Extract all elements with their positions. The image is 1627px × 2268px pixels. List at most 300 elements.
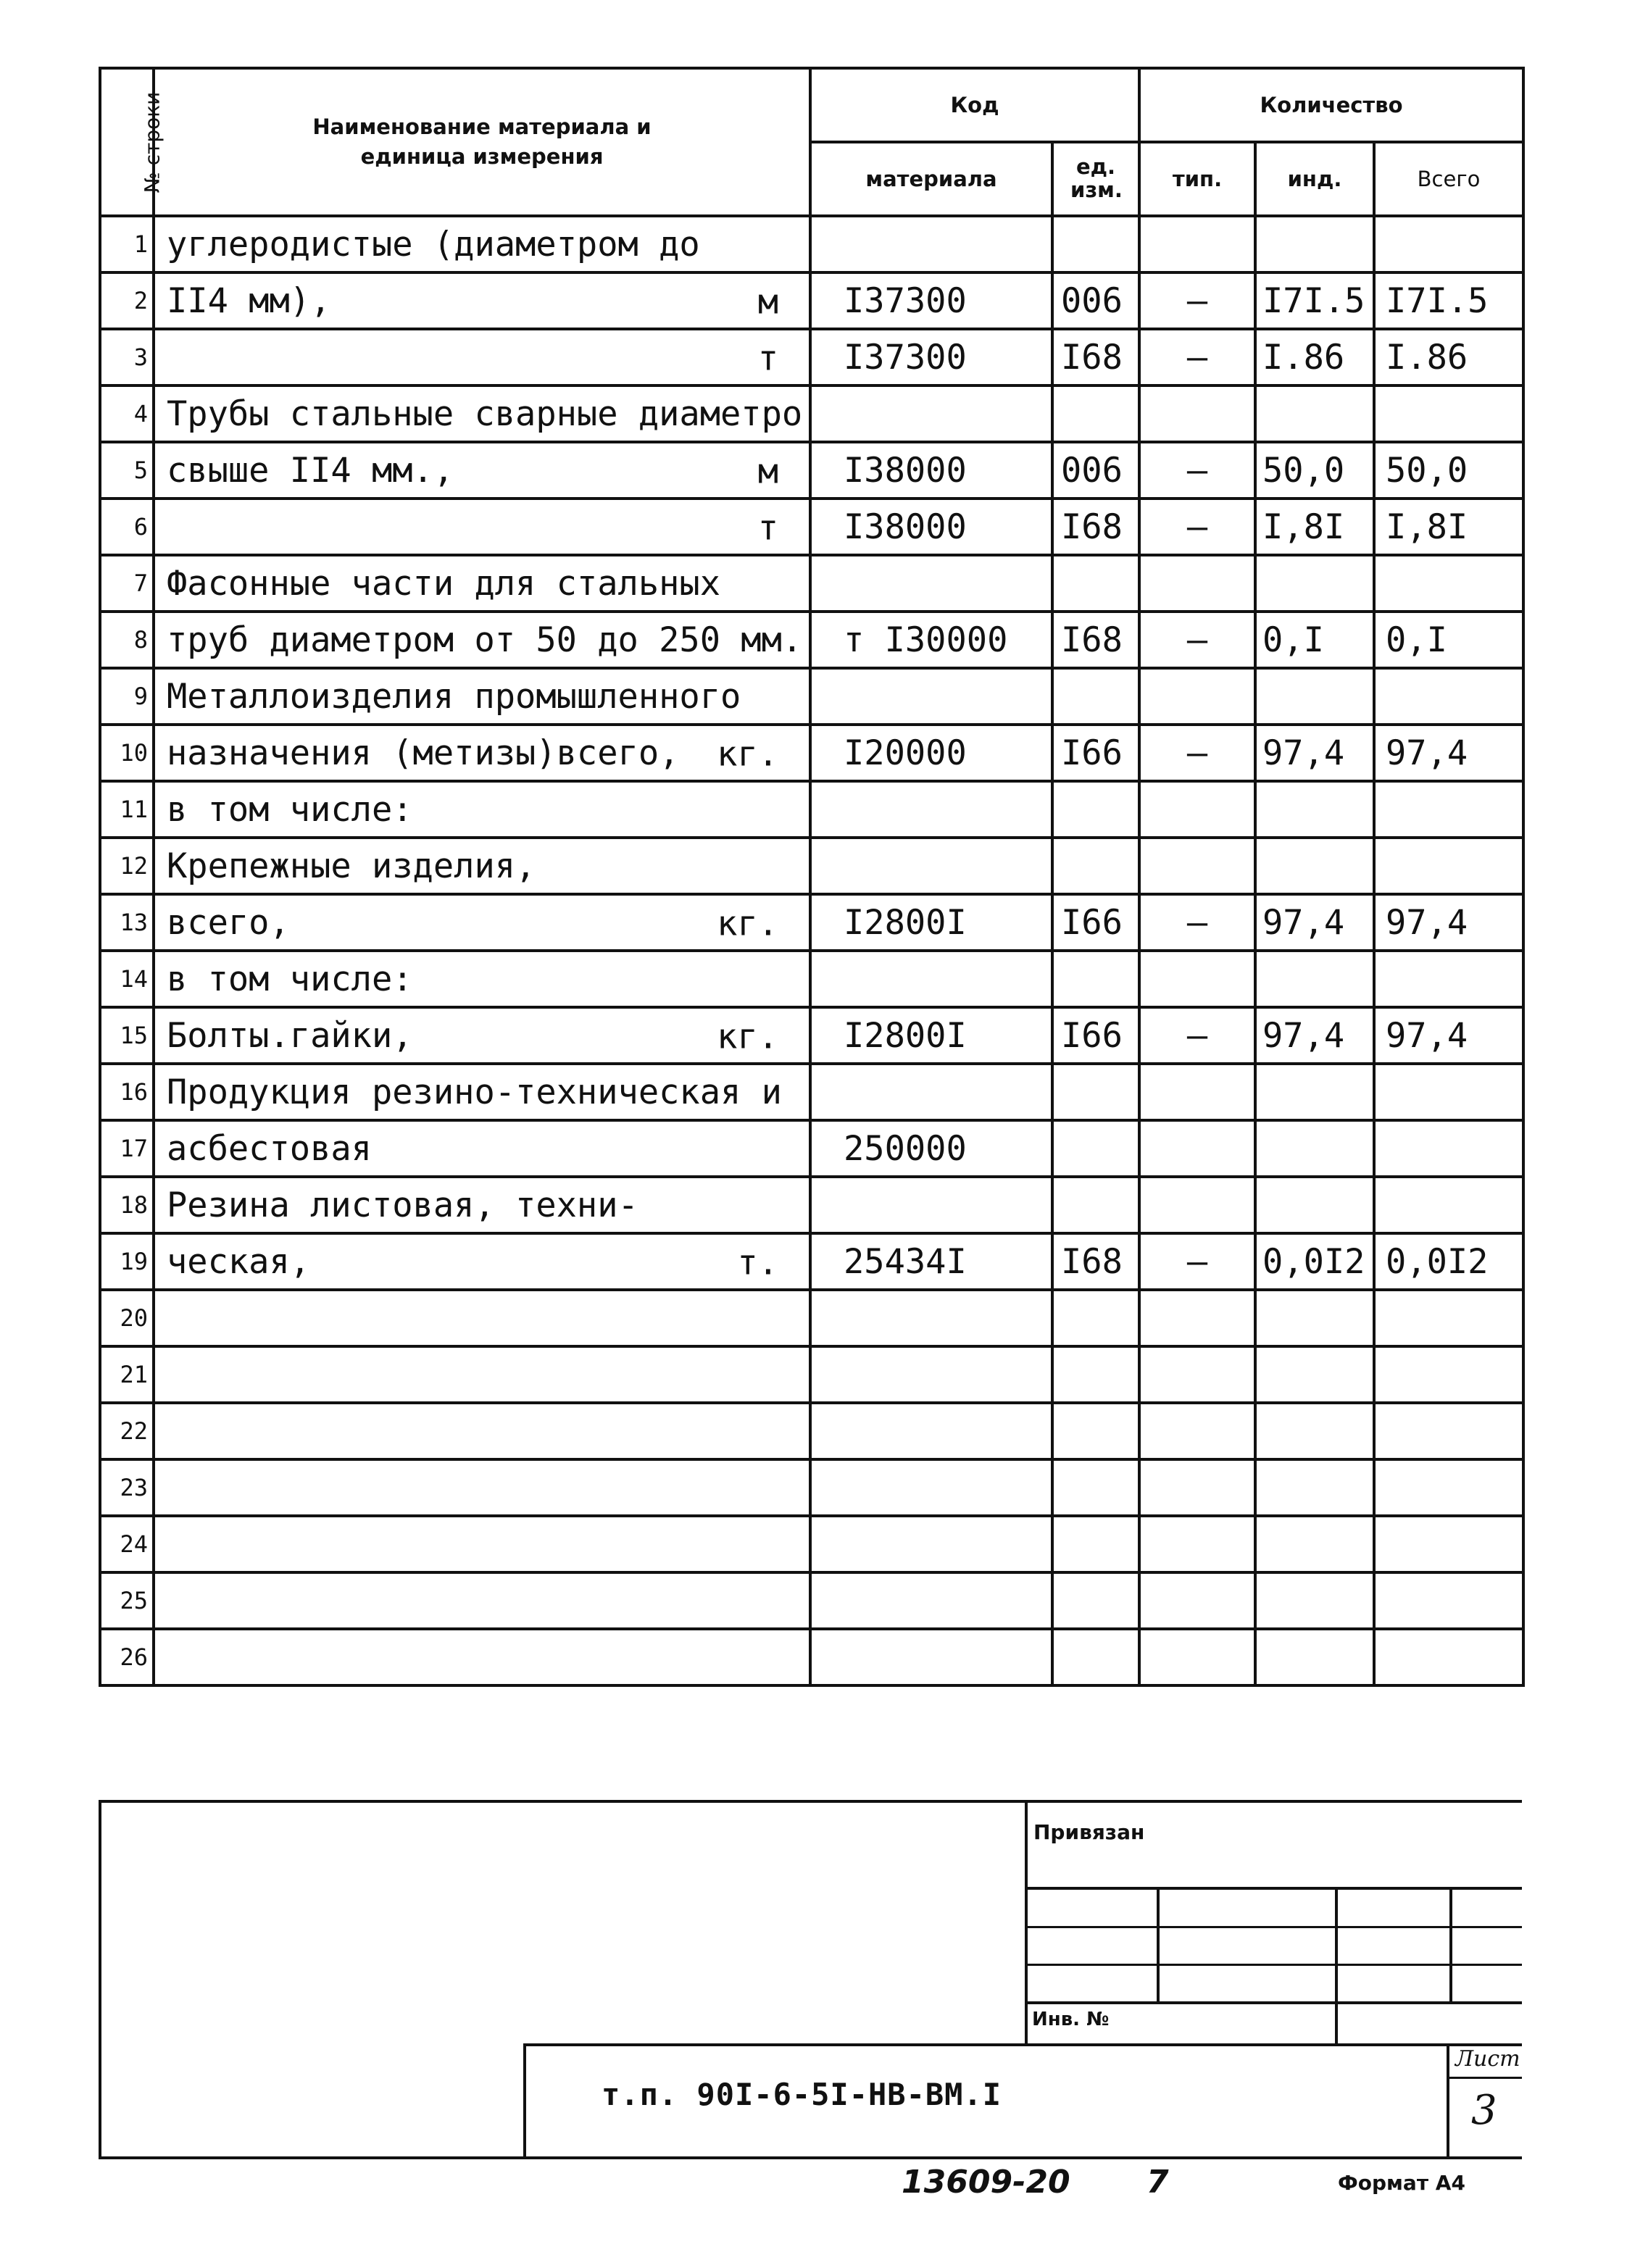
table-row (100, 1064, 1523, 1120)
qty-typical: – (1186, 506, 1208, 547)
qty-typical-cell (1139, 781, 1255, 838)
material-name: Продукция резино-техническая и (167, 1072, 782, 1112)
material-code: 250000 (844, 1128, 967, 1169)
qty-total-cell (1374, 1064, 1523, 1120)
material-code-cell (810, 1403, 1052, 1459)
material-code: I2800I (844, 1015, 967, 1056)
qty-typical: – (1186, 450, 1208, 491)
material-code-cell (810, 1346, 1052, 1403)
material-name-cell (154, 951, 810, 1007)
material-name-cell (154, 216, 810, 272)
unit-code-cell (1052, 1346, 1139, 1403)
qty-typical-cell (1139, 1290, 1255, 1346)
qty-total-cell (1374, 1120, 1523, 1177)
unit-code-cell (1052, 1233, 1139, 1290)
row-number: 5 (133, 456, 148, 484)
table-row (100, 838, 1523, 894)
table-row (100, 329, 1523, 385)
material-name: ческая, (167, 1241, 311, 1282)
qty-individual-cell (1255, 1233, 1374, 1290)
qty-total-cell (1374, 1629, 1523, 1685)
table-row (100, 781, 1523, 838)
row-number: 21 (120, 1361, 148, 1388)
handwritten-code: 13609-20 (902, 2164, 1070, 2201)
qty-total-cell (1374, 555, 1523, 612)
material-name-cell (154, 1629, 810, 1685)
material-name: в том числе: (167, 789, 413, 830)
measure-unit: т (757, 338, 778, 379)
unit-code-cell (1052, 951, 1139, 1007)
qty-total: 50,0 (1386, 450, 1468, 491)
row-number-cell (100, 499, 154, 555)
material-name-cell (154, 1403, 810, 1459)
qty-typical-cell (1139, 216, 1255, 272)
row-number: 18 (120, 1191, 148, 1219)
designation-left-border (523, 2043, 526, 2159)
qty-total-cell (1374, 612, 1523, 668)
row-number: 1 (133, 230, 148, 258)
material-code-cell (810, 725, 1052, 781)
material-name: назначения (метизы)всего, (167, 733, 680, 773)
handwritten-page-number: 7 (1147, 2164, 1169, 2201)
qty-typical-cell (1139, 612, 1255, 668)
sheet-box-divider (1447, 2077, 1522, 2079)
material-code-cell (810, 668, 1052, 725)
header-row-number: № строки (100, 68, 154, 216)
material-name: Болты.гайки, (167, 1015, 413, 1056)
qty-typical-cell (1139, 1177, 1255, 1233)
material-name: II4 мм), (167, 280, 331, 321)
material-name-cell (154, 329, 810, 385)
table-row (100, 725, 1523, 781)
table-row (100, 1629, 1523, 1685)
measure-unit: т (757, 508, 778, 549)
qty-individual-cell (1255, 951, 1374, 1007)
qty-total: I.86 (1386, 337, 1468, 378)
header-material-name: Наименование материала и единица измерения (154, 68, 810, 216)
qty-individual: 97,4 (1262, 1015, 1345, 1056)
material-code-cell (810, 499, 1052, 555)
document-designation: т.п. 90I-6-5I-НВ-ВМ.I (602, 2077, 1002, 2112)
material-code-cell (810, 555, 1052, 612)
qty-typical: – (1186, 733, 1208, 773)
material-code-cell (810, 1516, 1052, 1572)
material-name-cell (154, 1064, 810, 1120)
material-code-cell (810, 216, 1052, 272)
row-number: 15 (120, 1022, 148, 1049)
material-code-cell (810, 1629, 1052, 1685)
qty-individual-cell (1255, 1459, 1374, 1516)
qty-typical-cell (1139, 1629, 1255, 1685)
row-number: 4 (133, 400, 148, 428)
row-number: 12 (120, 852, 148, 880)
header-code-material: материала (810, 142, 1052, 216)
privyazan-label: Привязан (1033, 1820, 1145, 1844)
row-number-cell (100, 612, 154, 668)
row-number: 3 (133, 343, 148, 371)
unit-code-cell (1052, 781, 1139, 838)
unit-code: 006 (1061, 450, 1123, 491)
material-name-cell (154, 442, 810, 499)
row-number-cell (100, 442, 154, 499)
unit-code-cell (1052, 555, 1139, 612)
table-row (100, 1177, 1523, 1233)
table-row (100, 1572, 1523, 1629)
qty-individual-cell (1255, 1007, 1374, 1064)
material-name-cell (154, 894, 810, 951)
table-row (100, 385, 1523, 442)
row-number-cell (100, 1064, 154, 1120)
material-code-cell (810, 385, 1052, 442)
qty-typical-cell (1139, 442, 1255, 499)
paper-format-label: Формат А4 (1338, 2171, 1465, 2195)
material-code-cell (810, 951, 1052, 1007)
material-code-cell (810, 612, 1052, 668)
qty-individual: I7I.5 (1262, 280, 1365, 321)
unit-code-cell (1052, 272, 1139, 329)
table-row (100, 612, 1523, 668)
material-code-cell (810, 781, 1052, 838)
unit-code-cell (1052, 668, 1139, 725)
qty-individual-cell (1255, 1572, 1374, 1629)
material-name: Резина листовая, техни- (167, 1185, 638, 1225)
qty-typical-cell (1139, 838, 1255, 894)
qty-individual-cell (1255, 1629, 1374, 1685)
table-row (100, 1346, 1523, 1403)
qty-typical-cell (1139, 555, 1255, 612)
unit-code: I68 (1061, 506, 1123, 547)
qty-total-cell (1374, 216, 1523, 272)
row-number-cell (100, 1177, 154, 1233)
privyazan-divider-3 (1449, 1887, 1452, 2003)
unit-code: I66 (1061, 1015, 1123, 1056)
material-name-cell (154, 1177, 810, 1233)
measure-unit: т. (737, 1243, 778, 1283)
material-name-cell (154, 1516, 810, 1572)
unit-code-cell (1052, 1290, 1139, 1346)
header-qty-total: Всего (1374, 142, 1523, 216)
qty-total-cell (1374, 668, 1523, 725)
qty-individual-cell (1255, 838, 1374, 894)
title-block-top-border (99, 1800, 1522, 1803)
row-number: 25 (120, 1587, 148, 1614)
material-name-cell (154, 612, 810, 668)
row-number: 17 (120, 1135, 148, 1162)
material-name: Трубы стальные сварные диаметро (167, 393, 803, 434)
qty-total-cell (1374, 894, 1523, 951)
material-code: 25434I (844, 1241, 967, 1282)
unit-code: I68 (1061, 337, 1123, 378)
qty-total: 97,4 (1386, 902, 1468, 943)
qty-individual-cell (1255, 499, 1374, 555)
unit-code-cell (1052, 894, 1139, 951)
row-number-cell (100, 668, 154, 725)
unit-code-cell (1052, 838, 1139, 894)
row-number: 23 (120, 1474, 148, 1501)
title-block-bottom-border (99, 2156, 1522, 2159)
row-number: 22 (120, 1417, 148, 1445)
qty-typical-cell (1139, 1516, 1255, 1572)
qty-total-cell (1374, 1346, 1523, 1403)
qty-individual-cell (1255, 1346, 1374, 1403)
header-qty-typical: тип. (1139, 142, 1255, 216)
qty-typical-cell (1139, 668, 1255, 725)
unit-code: I68 (1061, 1241, 1123, 1282)
unit-code: I68 (1061, 620, 1123, 660)
qty-typical: – (1186, 337, 1208, 378)
qty-individual: 50,0 (1262, 450, 1345, 491)
material-name: Фасонные части для стальных (167, 563, 721, 604)
unit-code-cell (1052, 499, 1139, 555)
row-number-cell (100, 385, 154, 442)
table-row (100, 1233, 1523, 1290)
qty-total-cell (1374, 781, 1523, 838)
row-number: 20 (120, 1304, 148, 1332)
row-number: 14 (120, 965, 148, 993)
qty-individual-cell (1255, 1516, 1374, 1572)
row-number: 11 (120, 796, 148, 823)
privyazan-line-1 (1025, 1887, 1522, 1890)
qty-total-cell (1374, 499, 1523, 555)
row-number-cell (100, 725, 154, 781)
qty-total: 0,I (1386, 620, 1447, 660)
sheet-number: 3 (1471, 2087, 1497, 2134)
title-block-left-border (99, 1800, 101, 2159)
row-number-cell (100, 1516, 154, 1572)
material-name-cell (154, 1572, 810, 1629)
qty-total: 0,0I2 (1386, 1241, 1489, 1282)
qty-typical-cell (1139, 272, 1255, 329)
unit-code-cell (1052, 1572, 1139, 1629)
material-code-cell (810, 894, 1052, 951)
qty-typical-cell (1139, 1064, 1255, 1120)
row-number-cell (100, 1007, 154, 1064)
sheet-box-left-border (1447, 2043, 1449, 2159)
qty-individual-cell (1255, 781, 1374, 838)
privyazan-divider-1 (1157, 1887, 1160, 2003)
qty-total-cell (1374, 385, 1523, 442)
material-code: I38000 (844, 506, 967, 547)
material-name-cell (154, 725, 810, 781)
unit-code-cell (1052, 1177, 1139, 1233)
qty-total-cell (1374, 1572, 1523, 1629)
qty-total-cell (1374, 725, 1523, 781)
row-number: 10 (120, 739, 148, 767)
material-name: Металлоизделия промышленного (167, 676, 741, 717)
row-number-cell (100, 1629, 154, 1685)
material-name-cell (154, 385, 810, 442)
unit-code-cell (1052, 1629, 1139, 1685)
table-row (100, 499, 1523, 555)
table-row (100, 894, 1523, 951)
material-code: I20000 (844, 733, 967, 773)
qty-individual-cell (1255, 1290, 1374, 1346)
row-number-cell (100, 951, 154, 1007)
qty-typical-cell (1139, 1007, 1255, 1064)
table-row (100, 1007, 1523, 1064)
table-row (100, 1290, 1523, 1346)
material-code-cell (810, 329, 1052, 385)
measure-unit: кг. (717, 1017, 778, 1057)
table-row (100, 442, 1523, 499)
table-row (100, 1516, 1523, 1572)
table-row (100, 668, 1523, 725)
qty-typical-cell (1139, 1233, 1255, 1290)
row-number-cell (100, 216, 154, 272)
row-number: 13 (120, 909, 148, 936)
qty-typical: – (1186, 280, 1208, 321)
row-number-cell (100, 1403, 154, 1459)
qty-typical-cell (1139, 951, 1255, 1007)
material-name-cell (154, 1120, 810, 1177)
qty-typical-cell (1139, 499, 1255, 555)
material-name: в том числе: (167, 959, 413, 999)
row-number-cell (100, 555, 154, 612)
row-number: 26 (120, 1643, 148, 1671)
table-row (100, 216, 1523, 272)
qty-total-cell (1374, 1177, 1523, 1233)
qty-typical-cell (1139, 725, 1255, 781)
designation-top-border (523, 2043, 1522, 2046)
privyazan-line-2 (1025, 1926, 1522, 1928)
qty-individual-cell (1255, 1177, 1374, 1233)
qty-typical-cell (1139, 329, 1255, 385)
row-number-cell (100, 1459, 154, 1516)
material-name: всего, (167, 902, 290, 943)
material-name-cell (154, 1290, 810, 1346)
qty-individual-cell (1255, 555, 1374, 612)
row-number-cell (100, 894, 154, 951)
measure-unit: кг. (717, 904, 778, 944)
material-name: Крепежные изделия, (167, 846, 536, 886)
unit-code-cell (1052, 385, 1139, 442)
qty-total-cell (1374, 329, 1523, 385)
privyazan-divider-2 (1335, 1887, 1338, 2045)
table-row (100, 1459, 1523, 1516)
unit-code: I66 (1061, 902, 1123, 943)
qty-individual-cell (1255, 216, 1374, 272)
row-number: 16 (120, 1078, 148, 1106)
qty-individual-cell (1255, 668, 1374, 725)
row-number: 6 (133, 513, 148, 541)
header-code-group: Код (810, 68, 1139, 142)
material-code-cell (810, 1459, 1052, 1516)
material-name: свыше II4 мм., (167, 450, 454, 491)
qty-individual-cell (1255, 725, 1374, 781)
unit-code-cell (1052, 442, 1139, 499)
material-code-cell (810, 1233, 1052, 1290)
unit-code-cell (1052, 725, 1139, 781)
qty-individual-cell (1255, 329, 1374, 385)
qty-individual-cell (1255, 612, 1374, 668)
qty-individual-cell (1255, 442, 1374, 499)
unit-code-cell (1052, 216, 1139, 272)
table-row (100, 951, 1523, 1007)
material-code: I38000 (844, 450, 967, 491)
qty-total-cell (1374, 1459, 1523, 1516)
material-code-cell (810, 1290, 1052, 1346)
qty-typical: – (1186, 902, 1208, 943)
sheet-label: Лист (1455, 2046, 1520, 2072)
header-qty-individual: инд. (1255, 142, 1374, 216)
unit-code: I66 (1061, 733, 1123, 773)
material-code-cell (810, 1572, 1052, 1629)
qty-total-cell (1374, 1290, 1523, 1346)
table-row (100, 272, 1523, 329)
qty-typical-cell (1139, 1403, 1255, 1459)
row-number-cell (100, 1290, 154, 1346)
qty-individual-cell (1255, 385, 1374, 442)
material-name-cell (154, 555, 810, 612)
row-number-cell (100, 838, 154, 894)
table-row (100, 1120, 1523, 1177)
qty-typical: – (1186, 1241, 1208, 1282)
row-number-cell (100, 781, 154, 838)
materials-table (99, 67, 1525, 1687)
unit-code: 006 (1061, 280, 1123, 321)
row-number-cell (100, 1120, 154, 1177)
qty-individual-cell (1255, 1403, 1374, 1459)
header-code-unit: ед. изм. (1052, 142, 1139, 216)
qty-total-cell (1374, 838, 1523, 894)
material-code: I37300 (844, 280, 967, 321)
qty-typical: – (1186, 620, 1208, 660)
material-name-cell (154, 1233, 810, 1290)
material-code-cell (810, 1064, 1052, 1120)
qty-typical-cell (1139, 1572, 1255, 1629)
row-number: 19 (120, 1248, 148, 1275)
qty-individual: I.86 (1262, 337, 1345, 378)
qty-individual-cell (1255, 1120, 1374, 1177)
qty-individual-cell (1255, 272, 1374, 329)
material-code-cell (810, 1177, 1052, 1233)
qty-typical: – (1186, 1015, 1208, 1056)
unit-code-cell (1052, 329, 1139, 385)
material-code: т I30000 (844, 620, 1008, 660)
table-row (100, 555, 1523, 612)
material-name-cell (154, 1459, 810, 1516)
measure-unit: м (757, 282, 778, 322)
qty-total-cell (1374, 1403, 1523, 1459)
privyazan-line-3 (1025, 1964, 1522, 1966)
unit-code-cell (1052, 1516, 1139, 1572)
qty-total-cell (1374, 272, 1523, 329)
qty-typical-cell (1139, 1459, 1255, 1516)
unit-code-cell (1052, 1064, 1139, 1120)
qty-total: I,8I (1386, 506, 1468, 547)
material-code-cell (810, 838, 1052, 894)
qty-total-cell (1374, 1007, 1523, 1064)
material-name-cell (154, 272, 810, 329)
qty-individual: 0,I (1262, 620, 1324, 660)
measure-unit: м (757, 451, 778, 492)
qty-total-cell (1374, 1233, 1523, 1290)
unit-code-cell (1052, 612, 1139, 668)
qty-total-cell (1374, 951, 1523, 1007)
material-name-cell (154, 1007, 810, 1064)
qty-individual-cell (1255, 1064, 1374, 1120)
material-code: I2800I (844, 902, 967, 943)
row-number: 8 (133, 626, 148, 654)
row-number-cell (100, 329, 154, 385)
material-code-cell (810, 1120, 1052, 1177)
material-code-cell (810, 442, 1052, 499)
qty-typical-cell (1139, 385, 1255, 442)
qty-typical-cell (1139, 1346, 1255, 1403)
material-name-cell (154, 838, 810, 894)
qty-individual: 97,4 (1262, 733, 1345, 773)
unit-code-cell (1052, 1007, 1139, 1064)
